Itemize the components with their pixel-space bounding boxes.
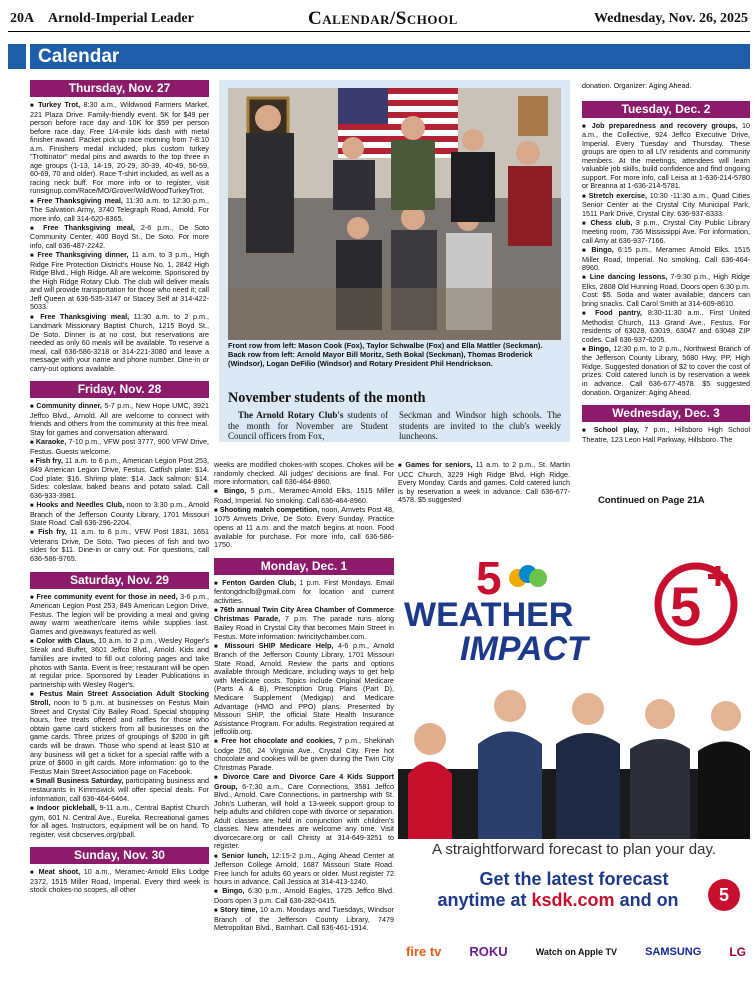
story-body-column-1 bbox=[228, 410, 388, 442]
story-body-column-2: Seckman and Windsor high schools. The students are invited to the club's weekly luncheons. bbox=[399, 410, 561, 442]
calendar-event bbox=[30, 690, 209, 776]
calendar-event bbox=[214, 487, 394, 505]
day-header-monday: Monday, Dec. 1 bbox=[214, 558, 394, 575]
event-details: 5 p.m., Meramec-Arnold Elks, 1515 Miller Road, Imperial. No smoking. Call 636-464-8960. bbox=[214, 486, 395, 505]
bullet-icon: ■ bbox=[214, 607, 220, 614]
event-details: 12:15-2 p.m., Aging Ahead Center at Jefferson College Arnold, 1687 Missouri State Road. Free lunch for adults 60 years or older. Must register 72 hours in advance. Call Jessica at 314-413-1240. bbox=[214, 850, 395, 887]
calendar-event bbox=[30, 457, 209, 501]
event-details: 7-10 p.m., VFW post 3777, 900 VFW Drive, Festus. Guests welcome. bbox=[30, 437, 209, 456]
event-details: 11:30 a.m. to 2 p.m., Landmark Missionary Baptist Church, 1215 Boyd St., De Soto. Dinner is at no cost, but reservations are needed as only 60 meals will be available. To reserve a meal, call 636-586-3218 or 314-221-3080 and leave a message with your name and phone number. Dine-in or carry-out options available. bbox=[30, 311, 209, 373]
day-header-saturday: Saturday, Nov. 29 bbox=[30, 572, 209, 589]
event-details: 11 a.m. to 2 p.m., St. Martin UCC Church, 3229 High Ridge Blvd, High Ridge. Every Monday. Cards and games. Cold catered lunch is by reservation a week in advance. Call 636-677-4578. $5 suggested bbox=[398, 460, 570, 505]
friday-events bbox=[30, 402, 209, 563]
event-details: noon to 5 p.m. at businesses on Festus Main Street and Crystal City Bailey Road. Special shopping hours, free treats offered and raffles for those who obtain game card stickers from all businesses on the game cards. Three prizes of groupings of $200 in gift cards will be drawn. Those who spend at least $10 at any business will get a ticket for a special raffle with a prize of $600 in gift cards. More information: go to the Festus Main Street Association page on Facebook. bbox=[30, 698, 209, 776]
calendar-event bbox=[30, 438, 209, 456]
event-details: 6-7:30 a.m., Care Connections, 3581 Jeffco Blvd., Arnold. Care Connections, in partnership with St. John's Lutheran, will hold a 13-week support group to help adults and children cope with divorce or separation. Adult classes are held in conjunction with children's classes. New attendees are welcome any time. Visit divorcecare.org or call Christy at 314-649-3251 to register. bbox=[214, 781, 394, 851]
calendar-event bbox=[214, 642, 394, 737]
event-details: 12:30 p.m. to 2 p.m., Northwest Branch of the Jefferson County Library, 5680 Hwy. PP, High Ridge. Suggested donation of $2 to cover the cost of prizes. Cold catered lunch is by reservation a week in advance. Call 636-677-4578. $5 suggested donation. Organizer: Aging Ahead. bbox=[582, 343, 750, 397]
event-details: 11 a.m. to 6 p.m., American Legion Post 253, 849 American Legion Drive, Festus. Catfish plate: $14. Cod plate: $16. Shrimp plate: $14. Jack salmon: $14. Sides: coleslaw, baked beans and potato salad. Call 636-933-3981. bbox=[30, 455, 209, 500]
calendar-event bbox=[30, 804, 209, 839]
banner-accent bbox=[8, 44, 26, 69]
event-details: noon, Amvets Post 48, 1075 Amvets Drive, De Soto. Every Sunday. Practice opens at 11 a.m. and the match begins at noon. Food available for purchase. For more info, call 636-586-1750. bbox=[214, 504, 394, 550]
event-title: Bingo, bbox=[588, 343, 611, 353]
bullet-icon: ■ bbox=[30, 503, 37, 510]
event-details: 11:30 a.m. to 12:30 p.m., The Salvation Army, 3740 Telegraph Road, Arnold. For more info, call 314-620-8365. bbox=[30, 195, 209, 223]
event-details: 4-6 p.m., Arnold Branch of the Jefferson County Library, 1701 Missouri State Road, Arnold. Review the parts and options available through Medicare, including ways to get help with Medicare costs. Topics include Original Medicare (Parts A & B), Prescription Drug Plans (Part D), Medicare Supplement (Medigap) and Medicare Advantage (HMO and PPO) plans. Presented by Missouri SHIP, the official State Health Insurance Assistance Program. For adults. Registration required at jeffcolib.org. bbox=[214, 640, 394, 737]
bullet-icon: ■ bbox=[582, 311, 596, 317]
column-2 bbox=[214, 461, 394, 933]
event-details: 7-9:30 p.m., High Ridge Elks, 2808 Old Hunning Road. Doors open 6:30 p.m. Cost: $5. Soda and water available; dancers can bring snacks. Call Carol Smith at 314-609-8610. bbox=[582, 272, 750, 308]
bullet-icon: ■ bbox=[214, 580, 223, 587]
bullet-icon: ■ bbox=[214, 489, 224, 496]
wednesday-events bbox=[582, 426, 750, 444]
saturday-events bbox=[30, 593, 209, 840]
event-title: Story time, bbox=[220, 905, 258, 915]
bullet-icon: ■ bbox=[30, 440, 36, 447]
svg-text:5: 5 bbox=[670, 575, 702, 638]
ad-5plus-badge bbox=[708, 879, 740, 911]
event-title: Chess club, bbox=[590, 217, 633, 227]
event-title: Free community event for those in need, bbox=[36, 591, 178, 601]
event-title: Fish fry, bbox=[35, 455, 63, 465]
bullet-icon: ■ bbox=[30, 806, 37, 813]
calendar-event bbox=[582, 426, 750, 444]
event-title: Games for seniors, bbox=[405, 460, 473, 469]
ad-headline-line-2 bbox=[408, 890, 708, 911]
sunday-more-events bbox=[214, 487, 394, 549]
event-title: Free Thanksgiving meal, bbox=[43, 222, 135, 232]
bullet-icon: ■ bbox=[30, 594, 37, 601]
event-details: 10 a.m., the Collective, 924 Jeffco Executive Drive, Imperial. Every Tuesday and Thursday. These groups are open to all LIV residents and community members. At the meetings, attendees will learn valuable job skills, build confidence and find ongoing support. For more info, call Leisa at 1-636-214-5780 or Breanna at 1-636-214-5781. bbox=[582, 120, 750, 191]
partner-logo: ROKU bbox=[469, 944, 508, 959]
event-details: 5-7 p.m., New Hope UMC, 3921 Jeffco Blvd., Arnold. All are welcome to connect with friends and others from the community at this free meal. Stay for games and conversation afterward. bbox=[30, 401, 210, 437]
event-title: 76th annual Twin City Area Chamber of Commerce Christmas Parade, bbox=[214, 604, 395, 624]
svg-text:5: 5 bbox=[476, 552, 502, 604]
calendar-event bbox=[582, 309, 750, 344]
bullet-icon: ■ bbox=[30, 458, 36, 465]
calendar-event bbox=[214, 852, 394, 887]
event-title: Free Thanksgiving meal, bbox=[40, 311, 130, 321]
calendar-event bbox=[214, 887, 394, 905]
bullet-icon: ■ bbox=[214, 889, 223, 896]
ad-tagline: A straightforward forecast to plan your day. bbox=[431, 841, 717, 858]
column-4 bbox=[582, 82, 750, 445]
ad-title-weather: WEATHER bbox=[404, 596, 574, 634]
story-text-1: students of the month for November are Student Council officers from Fox, bbox=[228, 410, 388, 442]
calendar-event bbox=[30, 637, 209, 689]
calendar-event bbox=[30, 101, 209, 196]
bullet-icon: ■ bbox=[30, 103, 39, 109]
event-title: Job preparedness and recovery groups, bbox=[591, 120, 738, 130]
event-title: Food pantry, bbox=[595, 308, 642, 317]
bullet-icon: ■ bbox=[214, 908, 221, 915]
event-title: Fish fry, bbox=[38, 527, 67, 537]
calendar-event bbox=[582, 345, 750, 397]
partner-logo: LG bbox=[729, 944, 746, 959]
bullet-icon: ■ bbox=[30, 870, 39, 877]
bullet-icon: ■ bbox=[582, 428, 594, 435]
event-title: School play, bbox=[593, 425, 639, 435]
bullet-icon: ■ bbox=[214, 643, 225, 650]
bullet-icon: ■ bbox=[30, 253, 38, 260]
bullet-icon: ■ bbox=[30, 778, 36, 785]
day-header-sunday: Sunday, Nov. 30 bbox=[30, 847, 209, 864]
ad-title-impact: IMPACT bbox=[460, 630, 588, 668]
bullet-icon: ■ bbox=[30, 198, 38, 205]
student-story-box bbox=[219, 80, 570, 442]
issue-date: Wednesday, Nov. 26, 2025 bbox=[593, 11, 748, 26]
ad-badge-number: 5 bbox=[718, 885, 729, 905]
event-details: participating business and restaurants in Kimmswick will offer special deals. For information, call 636-464-6464. bbox=[30, 775, 209, 803]
story-lead: The Arnold Rotary Club's bbox=[238, 410, 344, 420]
event-details: 11 a.m. to 3 p.m., High Ridge Fire Protection District's House No. 1, 2842 High Ridge Blvd., High Ridge. All are welcome. Sponsored by the High Ridge Rotary Club. The club will deliver meals and will provide transportation for those who need it; call Jeff Queen at 636-535-3147 or Stacey Self at 314-422-5033. bbox=[30, 250, 209, 312]
event-details: 3-6 p.m., American Legion Post 253, 849 American Legion Drive, Festus. The legion will be providing a meal and giving away warm weather/care items while supplies last. Games and giveaways featured as well. bbox=[30, 591, 209, 636]
bullet-icon: ■ bbox=[398, 463, 406, 469]
event-details: 8:30 a.m., Wildwood Farmers Market, 221 Plaza Drive. Family-friendly event. 5K for $49 per person before race day and 10K for $59 per person before race day. Free 1/4-mile kids dash with metal finisher award. Packet pick up race morning from 7-8:10 a.m. Finishers medal included, plus custom turkey "Trottinator" medal pins and awards to the top three in age groups (1-13, 14-19, 20-29, 30-39, 40-49, 50-59, 60-69, 70 and older). Race T-shirt included, as well as a racing neck buff. For more info or to register, visit runsignup.com/Race/MO/Grover/WildWoodTurkeyTrot. bbox=[30, 100, 209, 196]
group-photo-illustration bbox=[228, 88, 561, 340]
page-number: 20A bbox=[10, 11, 35, 26]
calendar-event bbox=[30, 528, 209, 563]
event-details: 9-11 a.m., Central Baptist Church gym, 601 N. Central Ave., Eureka. Recreational games for all ages. Instructors, equipment will be on hand. To register, visit cbcserves.org/pball. bbox=[30, 803, 210, 839]
event-title: Line dancing lessons, bbox=[589, 272, 668, 282]
event-details: 11 a.m. to 6 p.m., VFW Post 1831, 1651 Veterans Drive, De Soto. Two pieces of fish and two sides for $11. Dine-in or carry out. For questions, call 636-586-9765. bbox=[30, 527, 209, 563]
bullet-icon: ■ bbox=[30, 225, 44, 232]
event-details: 10:30 -11:30 a.m., Quad Cities Senior Center at the Crystal City Municipal Park, 1511 Park Drive, Crystal City. 636-937-8333. bbox=[582, 190, 750, 218]
event-title: Free Thanksgiving meal, bbox=[37, 195, 123, 205]
monday-continued-events bbox=[398, 461, 570, 505]
photo-caption: Front row from left: Mason Cook (Fox), Taylor Schwalbe (Fox) and Ella Mattler (Seckman). Back row from left: Arnold Mayor Bill Moritz, Seth Bokal (Seckman), Thomas Broderick (Windsor), Logan DeFilio (Windsor) and Rotary President Phil Hendrickson. bbox=[228, 341, 543, 368]
event-title: Bingo, bbox=[222, 886, 245, 896]
streaming-partners bbox=[406, 944, 746, 959]
event-title: Bingo, bbox=[223, 486, 247, 496]
event-title: Shooting match competition, bbox=[219, 504, 320, 514]
bullet-icon: ■ bbox=[30, 638, 37, 645]
bullet-icon: ■ bbox=[582, 346, 589, 353]
partner-logo: SAMSUNG bbox=[645, 945, 702, 958]
thursday-events bbox=[30, 101, 209, 373]
event-details: 10 a.m. Mondays and Tuesdays, Windsor Branch of the Jefferson County Library, 7479 Metropolitan Blvd., Barnhart. Call 636-461-1914. bbox=[214, 905, 394, 933]
calendar-event bbox=[30, 224, 209, 251]
calendar-event bbox=[214, 579, 394, 606]
bullet-icon: ■ bbox=[30, 530, 39, 537]
column-1 bbox=[30, 80, 209, 895]
event-details: 6:15 p.m., Meramec Arnold Elks. 1515 Miller Road, Imperial. No smoking. Call 636-464-8960. bbox=[582, 244, 750, 273]
calendar-event bbox=[30, 501, 209, 528]
calendar-event bbox=[214, 773, 394, 851]
bullet-icon: ■ bbox=[582, 220, 591, 227]
bullet-icon: ■ bbox=[214, 853, 222, 860]
event-details: 10 a.m., Meramec-Arnold Elks Lodge 2372, 1515 Miller Road, Imperial. Every third week is stock chokes-no scopes, all other bbox=[30, 867, 209, 895]
calendar-event bbox=[582, 246, 750, 273]
calendar-event bbox=[30, 197, 209, 224]
calendar-event bbox=[214, 906, 394, 933]
event-title: Stretch exercise, bbox=[588, 190, 648, 200]
calendar-event bbox=[582, 273, 750, 308]
calendar-event bbox=[30, 251, 209, 312]
event-title: Senior lunch, bbox=[221, 850, 269, 860]
paper-name: Arnold-Imperial Leader bbox=[48, 11, 194, 26]
column-3 bbox=[398, 461, 570, 505]
event-details: 8:30-11:30 a.m., First United Methodist Church, 113 Grand Ave., Festus. For residents of 63028, 63019, 63047 and 63048 ZIP codes. Call 636-937-6205. bbox=[582, 308, 751, 344]
sunday-continued: weeks are modified chokes-with scopes. Chokes will be randomly checked. All judges' decisions are final. For more information, call 636-464-8960. bbox=[214, 460, 394, 487]
section-title: Calendar/School bbox=[308, 8, 458, 29]
story-headline: November students of the month bbox=[228, 390, 426, 406]
event-title: Community dinner, bbox=[36, 401, 102, 411]
event-title: Free Thanksgiving dinner, bbox=[37, 250, 129, 260]
calendar-event bbox=[582, 219, 750, 246]
continued-notice: Continued on Page 21A bbox=[598, 495, 705, 506]
bullet-icon: ■ bbox=[582, 193, 589, 200]
ad-artwork bbox=[398, 544, 750, 976]
bullet-icon: ■ bbox=[582, 123, 592, 130]
event-details: noon to 3:30 p.m., Arnold Branch of the Jefferson County Library, 1701 Missouri State Road. Call 636-296-2204. bbox=[30, 500, 210, 528]
sunday-events bbox=[30, 868, 209, 895]
calendar-event bbox=[30, 402, 209, 437]
bullet-icon: ■ bbox=[214, 507, 220, 514]
tuesday-events bbox=[582, 122, 750, 398]
event-title: Indoor pickleball, bbox=[36, 803, 97, 813]
calendar-event bbox=[30, 313, 209, 374]
event-details: 6:30 p.m., Arnold Eagles, 1725 Jeffco Blvd. Doors open 3 p.m. Call 636-282-0415. bbox=[214, 886, 394, 905]
monday-events bbox=[214, 579, 394, 933]
day-header-wednesday: Wednesday, Dec. 3 bbox=[582, 405, 750, 422]
event-title: Free hot chocolate and cookies, bbox=[221, 736, 335, 746]
event-title: Hooks and Needles Club, bbox=[36, 500, 125, 510]
bullet-icon: ■ bbox=[214, 775, 223, 782]
partner-logo: fire tv bbox=[406, 944, 442, 959]
event-title: Festus Main Street Association Adult Stocking Stroll, bbox=[30, 688, 209, 708]
bullet-icon: ■ bbox=[30, 314, 41, 321]
calendar-event bbox=[582, 122, 750, 191]
bullet-icon: ■ bbox=[30, 691, 40, 698]
day-header-friday: Friday, Nov. 28 bbox=[30, 381, 209, 398]
event-title: Turkey Trot, bbox=[38, 100, 81, 109]
event-title: Small Business Saturday, bbox=[35, 775, 124, 785]
calendar-event bbox=[30, 593, 209, 637]
calendar-event bbox=[30, 868, 209, 895]
bullet-icon: ■ bbox=[582, 275, 590, 282]
event-title: Meat shoot, bbox=[38, 867, 81, 877]
day-header-thursday: Thursday, Nov. 27 bbox=[30, 80, 209, 97]
event-details: 10 a.m. to 2 p.m., Wesley Roger's Steak and Buffet, 3601 Jeffco Blvd., Arnold. Kids and families are invited to fill out coloring pages and take photos with Santa. Event is free; restaurant will be open at regular price. Sponsored by Leader Publications in partnership with Wesley Roger's. bbox=[30, 635, 209, 689]
calendar-event bbox=[30, 777, 209, 804]
ad-line-2-part-3: and on bbox=[619, 890, 679, 910]
masthead bbox=[8, 6, 750, 32]
tuesday-carryover: donation. Organizer: Aging Ahead. bbox=[582, 81, 692, 90]
event-details: 1 p.m. First Mondays. Email fentongdnclb@gmail.com for location and current activities. bbox=[214, 577, 395, 605]
event-details: 7 p.m., Hillsboro High School Theatre, 123 Leon Hall Parkway, Hillsboro. The bbox=[582, 425, 750, 444]
partner-logo: Watch on Apple TV bbox=[535, 946, 618, 957]
group-photo bbox=[228, 88, 561, 340]
calendar-event bbox=[398, 461, 570, 505]
event-details: 2-6 p.m., De Soto Community Center, 400 Boyd St., De Soto. For more info, call 636-487-2242. bbox=[30, 222, 210, 250]
event-title: Color with Claus, bbox=[36, 635, 96, 645]
ad-line-2-part-1: anytime at bbox=[437, 890, 527, 910]
bullet-icon: ■ bbox=[582, 247, 592, 254]
event-details: 7 p.m., Shekinah Lodge 256, 24 Virginia Ave., Crystal City. Free hot chocolate and cookies will be given during the Twin City Christmas Parade. bbox=[214, 736, 395, 772]
event-details: 3 p.m., Crystal City Public Library meeting room, 736 Mississippi Ave. For information, call Amy at 636-937-7166. bbox=[582, 217, 751, 245]
day-header-tuesday: Tuesday, Dec. 2 bbox=[582, 101, 750, 118]
bullet-icon: ■ bbox=[214, 739, 222, 746]
event-title: Divorce Care and Divorce Care 4 Kids Support Group, bbox=[214, 772, 394, 791]
event-title: Fenton Garden Club, bbox=[222, 577, 296, 587]
weather-impact-ad[interactable] bbox=[398, 544, 750, 976]
event-title: Karaoke, bbox=[35, 437, 67, 447]
calendar-event bbox=[214, 506, 394, 550]
ad-headline-line-1: Get the latest forecast bbox=[479, 869, 669, 889]
event-title: Missouri SHIP Medicare Help, bbox=[224, 640, 334, 650]
ad-website-link[interactable]: ksdk.com bbox=[531, 890, 615, 910]
calendar-event bbox=[214, 606, 394, 641]
calendar-event bbox=[214, 737, 394, 772]
bullet-icon: ■ bbox=[30, 404, 37, 411]
event-details: 7 p.m. The parade runs along Bailey Road in Crystal City that becomes Main Street in Festus. More information: twincitychamber.com. bbox=[214, 614, 394, 641]
calendar-event bbox=[582, 192, 750, 219]
calendar-banner: Calendar bbox=[30, 44, 750, 69]
event-title: Bingo, bbox=[591, 244, 614, 254]
